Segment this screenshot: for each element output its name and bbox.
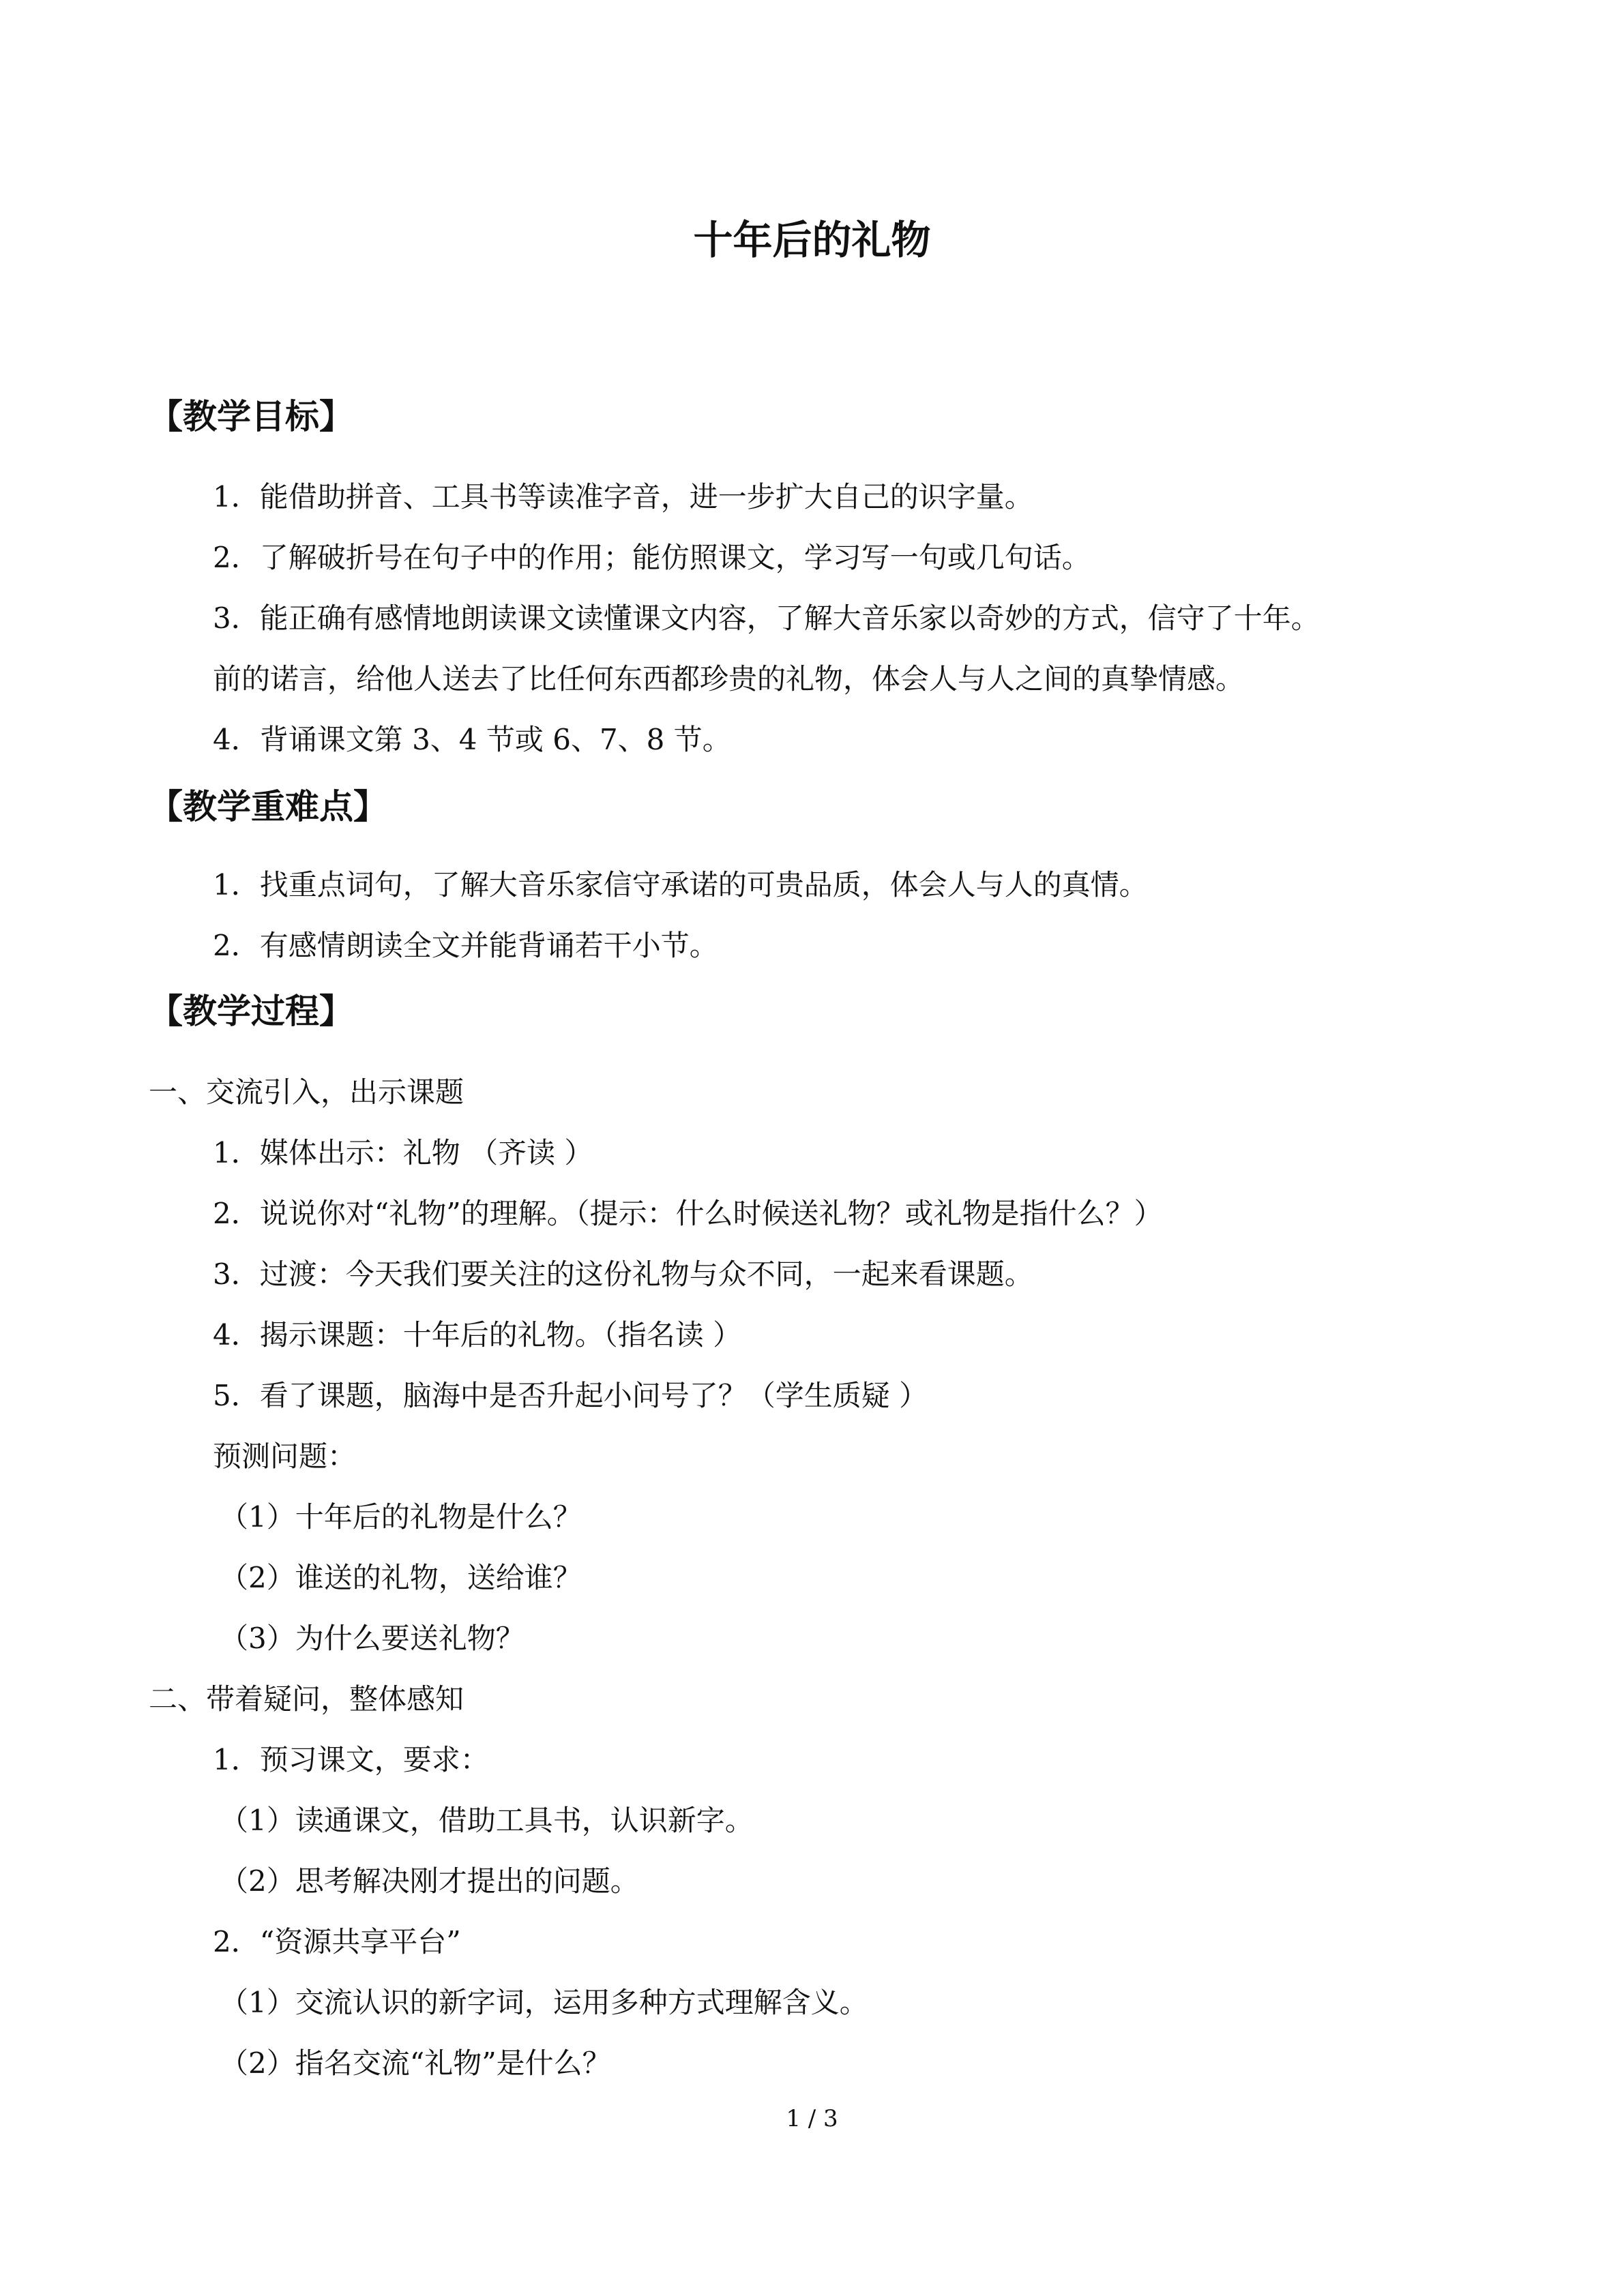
section-heading-goals: 【教学目标】 xyxy=(149,397,353,436)
section-heading-key-points: 【教学重难点】 xyxy=(149,787,387,826)
goal-item-1: 1．能借助拼音、工具书等读准字音，进一步扩大自己的识字量。 xyxy=(213,480,1033,513)
process-part1-predict-label: 预测问题： xyxy=(213,1440,357,1473)
process-part2-heading: 二、带着疑问，整体感知 xyxy=(149,1682,464,1716)
goal-item-4: 4．背诵课文第 3、4 节或 6、7、8 节。 xyxy=(213,723,731,756)
key-point-item-2: 2．有感情朗读全文并能背诵若干小节。 xyxy=(213,929,718,962)
process-part1-sub-item-3: （3）为什么要送礼物？ xyxy=(220,1622,525,1655)
process-part1-sub-item-1: （1）十年后的礼物是什么？ xyxy=(220,1500,582,1534)
process-part2-item-1-sub-2: （2）思考解决刚才提出的问题。 xyxy=(220,1864,639,1898)
page-number: 1 / 3 xyxy=(786,2105,838,2132)
process-part2-item-1: 1．预习课文，要求： xyxy=(213,1743,489,1776)
process-part1-heading: 一、交流引入，出示课题 xyxy=(149,1075,464,1109)
process-part1-item-1: 1．媒体出示：礼物 （齐读 ） xyxy=(213,1136,593,1169)
section-heading-process: 【教学过程】 xyxy=(149,992,353,1031)
key-point-item-1: 1．找重点词句，了解大音乐家信守承诺的可贵品质，体会人与人的真情。 xyxy=(213,868,1148,901)
document-title: 十年后的礼物 xyxy=(693,217,931,263)
process-part2-item-1-sub-1: （1）读通课文，借助工具书，认识新字。 xyxy=(220,1804,754,1837)
goal-item-3-continued: 前的诺言，给他人送去了比任何东西都珍贵的礼物，体会人与人之间的真挚情感。 xyxy=(213,662,1245,696)
process-part1-item-3: 3．过渡：今天我们要关注的这份礼物与众不同，一起来看课题。 xyxy=(213,1257,1033,1291)
process-part2-item-2: 2．“资源共享平台” xyxy=(213,1925,461,1958)
process-part1-item-5: 5．看了课题，脑海中是否升起小问号了？（学生质疑 ） xyxy=(213,1379,928,1412)
process-part1-item-2: 2．说说你对“礼物”的理解。（提示：什么时候送礼物？或礼物是指什么？） xyxy=(213,1197,1163,1230)
goal-item-3: 3．能正确有感情地朗读课文读懂课文内容，了解大音乐家以奇妙的方式，信守了十年。 xyxy=(213,601,1320,635)
process-part2-item-2-sub-2: （2）指名交流“礼物”是什么？ xyxy=(220,2046,611,2080)
process-part1-sub-item-2: （2）谁送的礼物，送给谁？ xyxy=(220,1561,582,1594)
process-part1-item-4: 4．揭示课题：十年后的礼物。（指名读 ） xyxy=(213,1318,742,1352)
goal-item-2: 2．了解破折号在句子中的作用；能仿照课文，学习写一句或几句话。 xyxy=(213,541,1091,574)
process-part2-item-2-sub-1: （1）交流认识的新字词，运用多种方式理解含义。 xyxy=(220,1986,868,2019)
